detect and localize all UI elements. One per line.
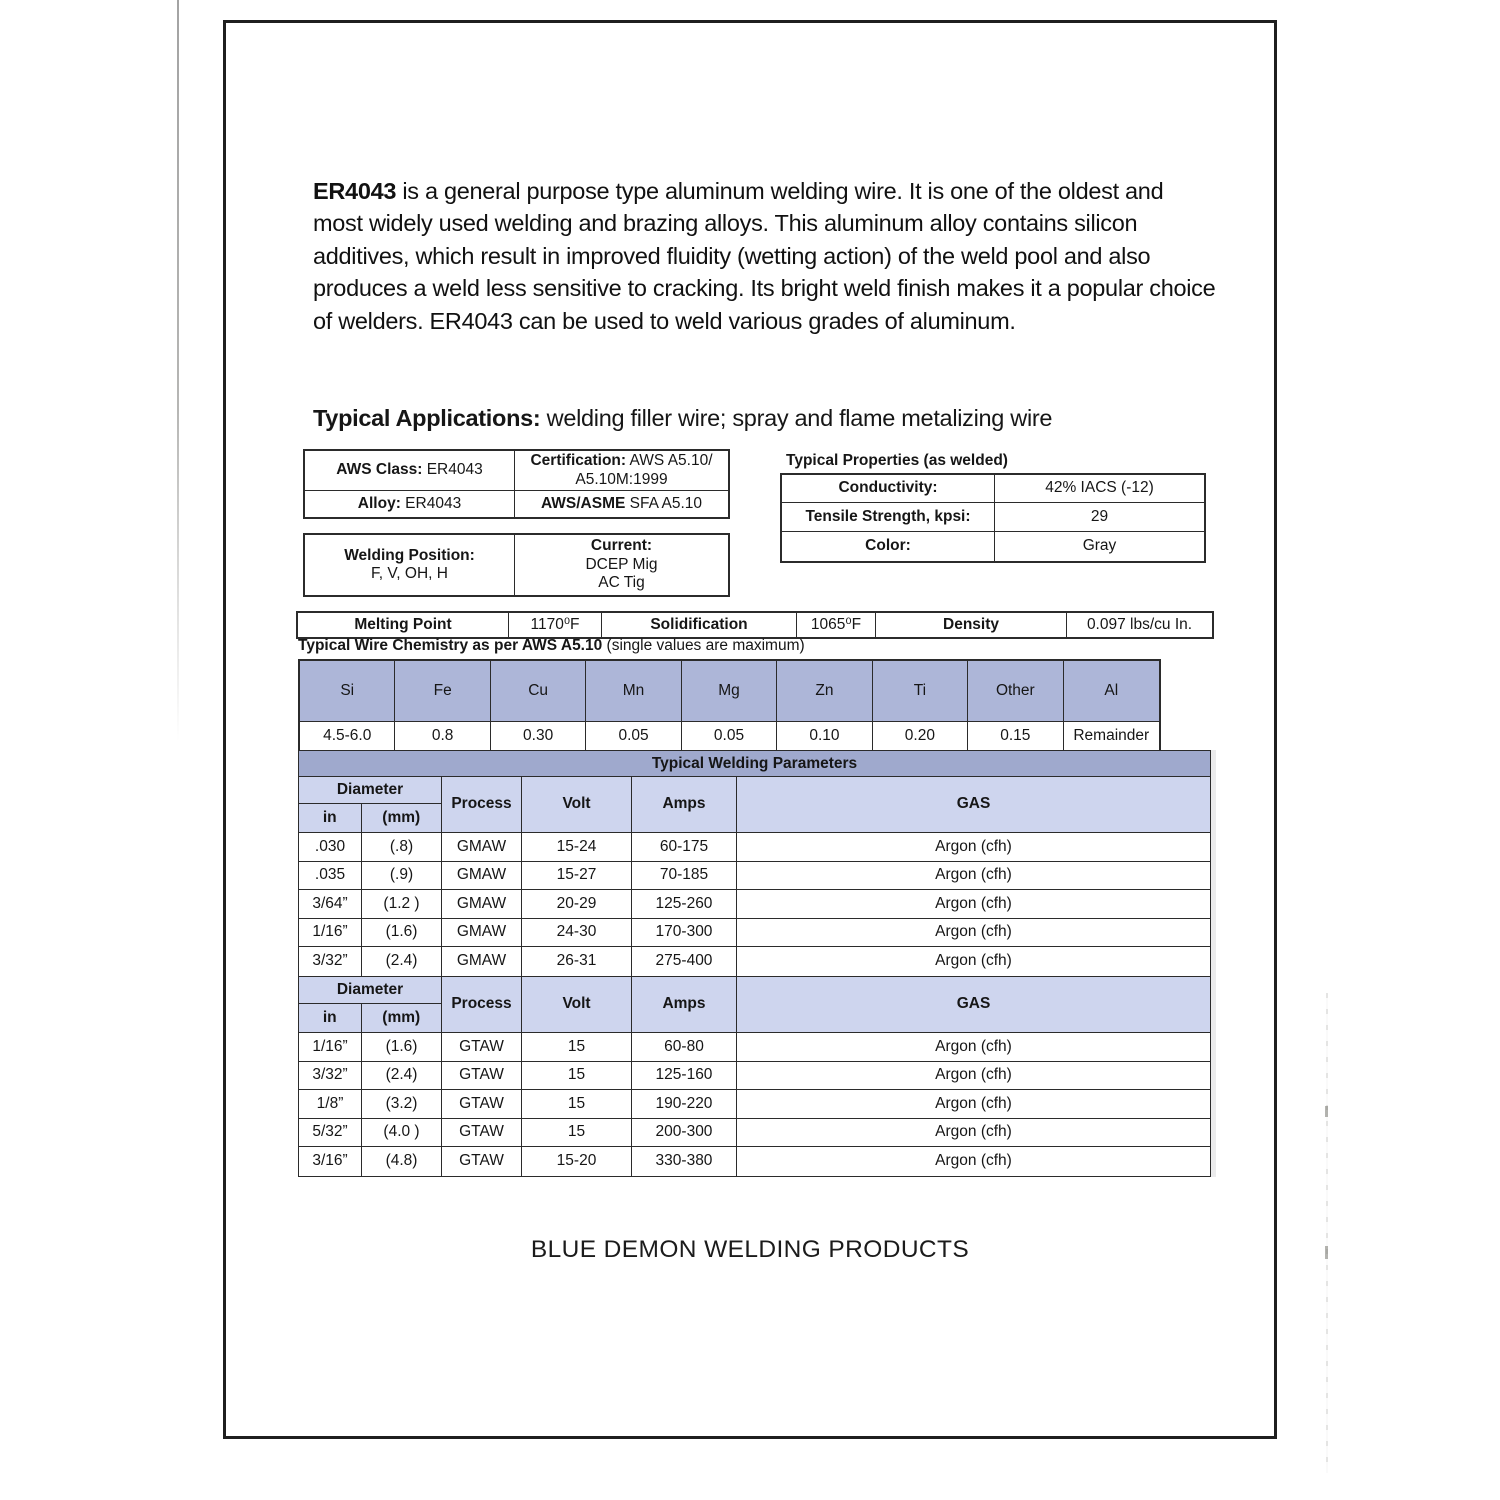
gmaw-amps-cell: 70-185 [632,862,737,891]
gtaw-process-cell: GTAW [442,1033,522,1062]
gmaw-volt-cell: 26-31 [522,947,632,976]
conductivity-label-cell: Conductivity: [782,475,995,503]
gmaw-volt-cell: 15-27 [522,862,632,891]
gtaw-gas-cell: Argon (cfh) [737,1062,1210,1091]
diameter-in-header: in [299,804,362,832]
certification-cell [515,451,728,491]
color-value-cell: Gray [1082,537,1117,555]
gmaw-mm-cell: (1.2 ) [362,890,442,919]
gmaw-in-cell: .035 [299,862,362,891]
chem-header-mn: Mn [586,661,681,722]
diameter-mm-header: (mm) [382,808,421,826]
aws-class-certification-table [303,449,730,519]
gmaw-in-cell: 1/16” [299,919,362,948]
alloy-value: ER4043 [405,494,462,512]
tensile-label-cell: Tensile Strength, kpsi: [782,503,995,532]
wire-chemistry-title [298,637,805,655]
gtaw-in-cell: 3/16” [299,1147,362,1176]
alloy-label: Alloy: [357,494,401,512]
alloy-cell [305,491,515,517]
color-label-cell: Color: [782,532,995,561]
gtaw-amps-cell: 125-160 [632,1062,737,1091]
aws-asme-value: SFA A5.10 [629,494,703,512]
gmaw-amps-cell: 275-400 [632,947,737,976]
solidification-label-cell: Solidification [602,613,797,637]
diameter-header-label: Diameter [299,977,441,1004]
gtaw-in-cell: 5/32” [299,1119,362,1148]
chem-value-si: 4.5-6.0 [300,722,395,750]
aws-class-label: AWS Class: [336,461,423,479]
gmaw-gas-cell: Argon (cfh) [737,862,1210,891]
chem-value-ti: 0.20 [873,722,968,750]
gmaw-in-cell: 3/64” [299,890,362,919]
gmaw-mm-cell: (2.4) [362,947,442,976]
current-value-line1: DCEP Mig [585,555,658,573]
typical-applications-text: welding filler wire; spray and flame metalizing wire [540,404,1053,431]
melting-point-value-cell: 1170⁰F [509,613,602,637]
gmaw-in-cell: 3/32” [299,947,362,976]
density-label-cell: Density [876,613,1067,637]
gmaw-amps-cell: 60-175 [632,833,737,862]
gtaw-mm-cell: (4.0 ) [362,1119,442,1148]
gmaw-volt-cell: 20-29 [522,890,632,919]
welding-parameters-band: Typical Welding Parameters [298,750,1211,777]
amps-header: Amps [632,777,737,833]
chem-header-al: Al [1064,661,1159,722]
chem-header-fe: Fe [395,661,490,722]
gtaw-parameters-table [298,976,1211,1177]
typical-applications-line [313,405,1263,432]
intro-paragraph [313,175,1218,338]
gtaw-mm-cell: (1.6) [362,1033,442,1062]
gtaw-gas-cell: Argon (cfh) [737,1033,1210,1062]
process-header: Process [442,977,522,1033]
welding-position-cell [305,535,515,595]
gtaw-gas-cell: Argon (cfh) [935,1152,1012,1170]
melting-point-label-cell: Melting Point [298,613,509,637]
gtaw-amps-cell: 60-80 [632,1033,737,1062]
gmaw-mm-cell: (1.6) [362,919,442,948]
gas-header: GAS [737,777,1210,833]
diameter-header-label: Diameter [299,777,441,804]
gtaw-volt-cell: 15 [522,1033,632,1062]
gtaw-process-cell: GTAW [442,1090,522,1119]
gtaw-amps-cell: 190-220 [632,1090,737,1119]
gtaw-mm-cell: (2.4) [362,1062,442,1091]
diameter-mm-header: (mm) [382,1008,421,1026]
chem-header-cu: Cu [491,661,586,722]
footer-brand-text: BLUE DEMON WELDING PRODUCTS [530,1236,970,1263]
chem-value-mg: 0.05 [682,722,777,750]
scan-artifact-dash [1325,1246,1328,1259]
wire-chemistry-title-bold: Typical Wire Chemistry as per AWS A5.10 [298,637,603,654]
typical-properties-table [780,473,1206,563]
scan-edge-shade [1211,750,1216,1177]
chem-value-cu: 0.30 [491,722,586,750]
gmaw-process-cell: GMAW [442,919,522,948]
gtaw-volt-cell: 15 [522,1090,632,1119]
chem-value-zn: 0.10 [777,722,872,750]
current-value-line2: AC Tig [598,574,645,592]
gtaw-process-cell: GTAW [442,1062,522,1091]
typical-applications-label: Typical Applications: [313,404,541,431]
chem-header-zn: Zn [777,661,872,722]
gmaw-gas-cell: Argon (cfh) [737,833,1210,862]
scan-artifact-line-left [177,0,179,742]
chem-header-other: Other [968,661,1063,722]
gtaw-volt-cell: 15 [522,1119,632,1148]
aws-asme-label: AWS/ASME [540,494,626,512]
scan-artifact-line-right [1326,993,1328,1473]
gtaw-mm-cell: (4.8) [362,1147,442,1176]
aws-class-cell [305,451,515,491]
current-cell [515,535,728,595]
gmaw-mm-cell: (.8) [362,833,442,862]
gtaw-amps-cell: 330-380 [632,1147,737,1176]
chem-value-fe: 0.8 [395,722,490,750]
gmaw-volt-cell: 15-24 [522,833,632,862]
gmaw-gas-cell: Argon (cfh) [737,919,1210,948]
gmaw-process-cell: GMAW [442,862,522,891]
chem-header-mg: Mg [682,661,777,722]
gmaw-process-cell: GMAW [442,890,522,919]
gtaw-process-cell: GTAW [442,1147,522,1176]
gmaw-gas-cell: Argon (cfh) [737,890,1210,919]
gmaw-parameters-table [298,776,1211,977]
current-label: Current: [590,537,653,555]
welding-position-label: Welding Position: [344,546,475,564]
chem-header-ti: Ti [873,661,968,722]
welding-position-current-table [303,533,730,597]
wire-chemistry-table [298,659,1161,752]
diameter-header-cell [299,977,442,1033]
certification-label: Certification: [530,452,627,469]
diameter-in-header: in [299,1004,362,1032]
intro-lead-term: ER4043 [313,177,397,204]
gtaw-in-cell: 3/32” [299,1062,362,1091]
gmaw-process-cell: GMAW [442,947,522,976]
certification-value-line1: AWS A5.10/ [629,452,713,469]
gmaw-amps-cell: 125-260 [632,890,737,919]
volt-header: Volt [522,777,632,833]
solidification-value-cell: 1065⁰F [797,613,876,637]
gmaw-amps-cell: 170-300 [632,919,737,948]
gmaw-volt-cell: 24-30 [522,919,632,948]
gtaw-process-cell: GTAW [442,1119,522,1148]
gtaw-in-cell: 1/16” [299,1033,362,1062]
tensile-value-cell: 29 [995,503,1204,532]
gmaw-gas-cell: Argon (cfh) [935,952,1012,970]
chem-value-mn: 0.05 [586,722,681,750]
gtaw-volt-cell: 15-20 [522,1147,632,1176]
aws-class-value: ER4043 [426,461,483,479]
intro-body-text: is a general purpose type aluminum welding wire. It is one of the oldest and most widely used welding and brazing alloys. This aluminum alloy contains silicon additives, which result in improved fluidity (wetting action) of the weld pool and also produces a weld less sensitive to cracking. Its bright weld finish makes it a popular choice of welders. ER4043 can be used to weld various grades of aluminum. [313,177,1216,334]
gmaw-process-cell: GMAW [442,833,522,862]
gmaw-in-cell: .030 [299,833,362,862]
gas-header: GAS [737,977,1210,1033]
chem-value-al: Remainder [1073,726,1150,744]
volt-header: Volt [522,977,632,1033]
process-header: Process [442,777,522,833]
certification-value-line2: A5.10M:1999 [575,470,668,488]
document-page [223,20,1277,1439]
gtaw-in-cell: 1/8” [299,1090,362,1119]
aws-asme-cell [515,491,728,517]
gtaw-gas-cell: Argon (cfh) [737,1090,1210,1119]
density-value-cell: 0.097 lbs/cu In. [1086,615,1193,633]
gmaw-mm-cell: (.9) [362,862,442,891]
diameter-header-cell [299,777,442,833]
conductivity-value-cell: 42% IACS (-12) [995,475,1204,503]
amps-header: Amps [632,977,737,1033]
thermal-properties-table [296,611,1214,639]
chem-value-other: 0.15 [968,722,1063,750]
gtaw-gas-cell: Argon (cfh) [737,1119,1210,1148]
gtaw-amps-cell: 200-300 [632,1119,737,1148]
chem-header-si: Si [300,661,395,722]
gtaw-volt-cell: 15 [522,1062,632,1091]
typical-properties-title: Typical Properties (as welded) [786,452,1008,469]
wire-chemistry-title-normal: (single values are maximum) [602,637,805,654]
gtaw-mm-cell: (3.2) [362,1090,442,1119]
welding-position-value: F, V, OH, H [371,565,448,582]
scan-artifact-dash [1325,1106,1328,1117]
